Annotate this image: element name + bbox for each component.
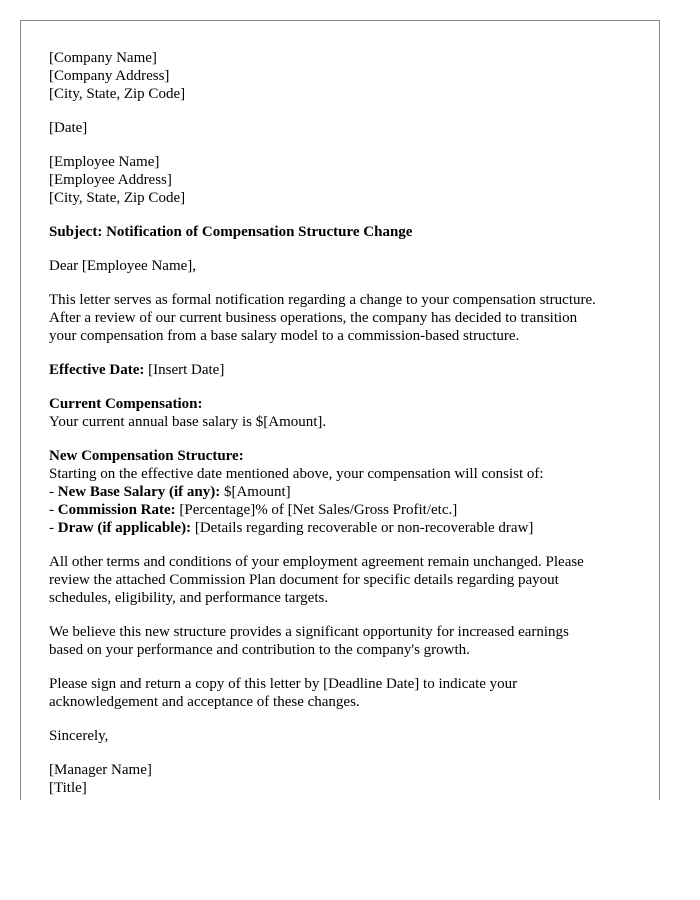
letter-page: [20, 20, 660, 800]
intro-paragraph: [49, 291, 649, 345]
new-structure-intro: Starting on the effective date mentioned above, your compensation will consist of:: [49, 466, 544, 482]
terms-paragraph: [49, 553, 649, 607]
sender-address-block: [49, 49, 649, 103]
effective-date-block: [49, 361, 649, 379]
effective-date-line: [49, 361, 649, 379]
salutation-block: [49, 257, 649, 275]
employee-address: [Employee Address]: [49, 172, 172, 188]
list-item-prefix: -: [49, 484, 58, 500]
commission-rate-value: [Percentage]% of [Net Sales/Gross Profit/etc.]: [175, 502, 458, 518]
company-name: [Company Name]: [49, 50, 157, 66]
company-address: [Company Address]: [49, 68, 170, 84]
company-city-state-zip: [City, State, Zip Code]: [49, 86, 186, 102]
sign-line-2: acknowledgement and acceptance of these changes.: [49, 694, 360, 710]
new-structure-block: [49, 447, 649, 537]
effective-date-value: [Insert Date]: [144, 362, 225, 378]
current-compensation-block: [49, 395, 649, 431]
letter-body: [49, 49, 649, 800]
opportunity-line-1: We believe this new structure provides a significant opportunity for increased earnings: [49, 624, 569, 640]
recipient-address-block: [49, 153, 649, 207]
list-item-new-base-salary: [49, 483, 649, 501]
employee-city-state-zip: [City, State, Zip Code]: [49, 190, 186, 206]
effective-date-label: Effective Date:: [49, 362, 145, 378]
subject-line: Subject: Notification of Compensation Structure Change: [49, 224, 413, 240]
date-block: [49, 119, 649, 137]
list-item-prefix: -: [49, 520, 58, 536]
list-item-commission-rate: [49, 501, 649, 519]
terms-line-3: schedules, eligibility, and performance targets.: [49, 590, 329, 606]
draw-label: Draw (if applicable):: [57, 520, 192, 536]
manager-title: [Title]: [49, 780, 87, 796]
terms-line-2: review the attached Commission Plan document for specific details regarding payout: [49, 572, 559, 588]
intro-line-2: After a review of our current business operations, the company has decided to transition: [49, 310, 578, 326]
list-item-draw: [49, 519, 649, 537]
draw-value: [Details regarding recoverable or non-recoverable draw]: [191, 520, 534, 536]
opportunity-paragraph: [49, 623, 649, 659]
current-compensation-heading: Current Compensation:: [49, 396, 203, 412]
closing: Sincerely,: [49, 728, 109, 744]
new-base-salary-value: $[Amount]: [220, 484, 291, 500]
intro-line-3: your compensation from a base salary model to a commission-based structure.: [49, 328, 520, 344]
closing-block: [49, 727, 649, 745]
manager-name: [Manager Name]: [49, 762, 152, 778]
intro-line-1: This letter serves as formal notification regarding a change to your compensation structure.: [49, 292, 596, 308]
signature-block: [49, 761, 649, 797]
list-item-prefix: -: [49, 502, 58, 518]
letter-date: [Date]: [49, 120, 88, 136]
employee-name: [Employee Name]: [49, 154, 160, 170]
new-base-salary-label: New Base Salary (if any):: [57, 484, 221, 500]
new-structure-heading: New Compensation Structure:: [49, 448, 244, 464]
opportunity-line-2: based on your performance and contribution to the company's growth.: [49, 642, 470, 658]
sign-line-1: Please sign and return a copy of this letter by [Deadline Date] to indicate your: [49, 676, 518, 692]
sign-paragraph: [49, 675, 649, 711]
terms-line-1: All other terms and conditions of your employment agreement remain unchanged. Please: [49, 554, 584, 570]
salutation: Dear [Employee Name],: [49, 258, 197, 274]
commission-rate-label: Commission Rate:: [57, 502, 176, 518]
subject-block: [49, 223, 649, 241]
current-compensation-text: Your current annual base salary is $[Amount].: [49, 414, 327, 430]
